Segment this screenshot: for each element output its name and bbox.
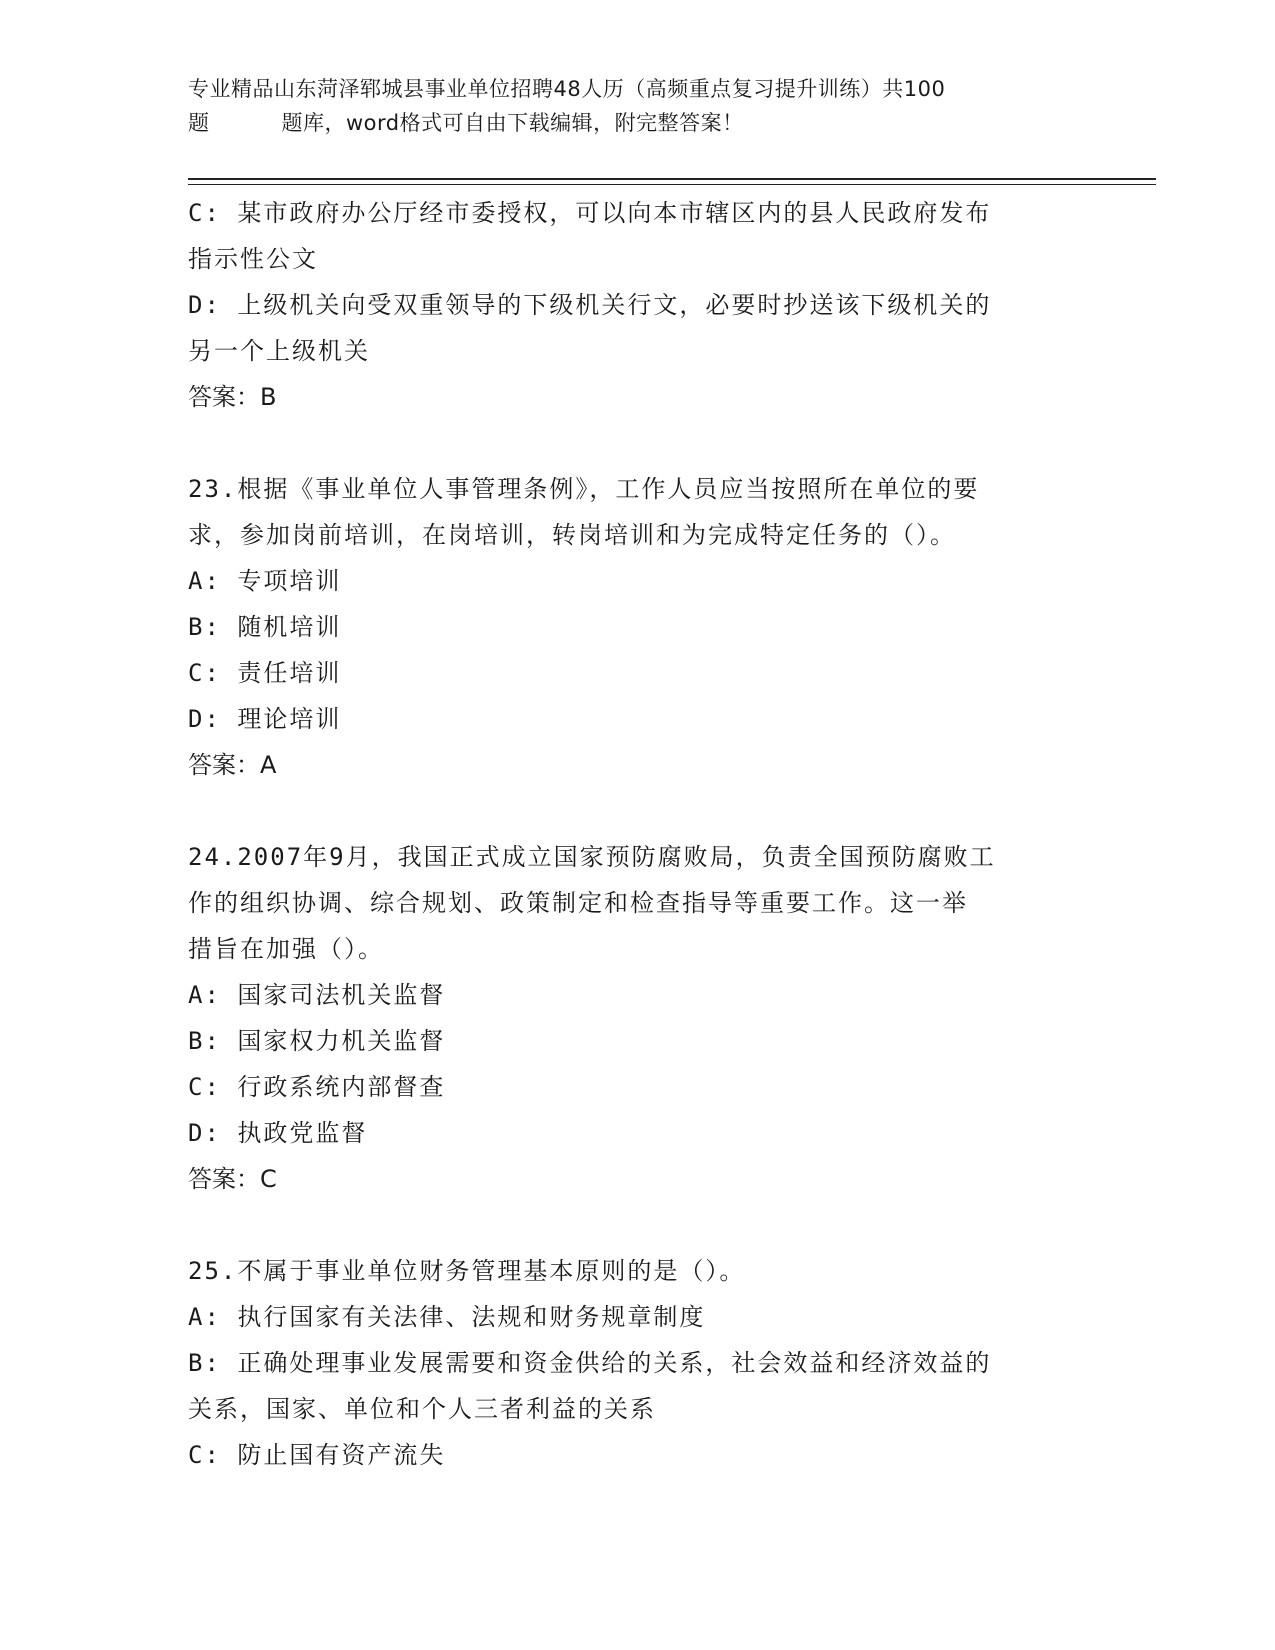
option-d: D: 执政党监督	[188, 1119, 368, 1147]
option-a: A: 国家司法机关监督	[188, 981, 446, 1009]
question-23	[188, 466, 1088, 788]
page-header	[188, 72, 1068, 140]
answer-24: 答案：C	[188, 1165, 277, 1193]
header-title-line2-start: 题	[188, 111, 210, 135]
question-stem-line1: 23.根据《事业单位人事管理条例》，工作人员应当按照所在单位的要	[188, 475, 980, 503]
option-a: A: 执行国家有关法律、法规和财务规章制度	[188, 1303, 706, 1331]
option-c: C: 行政系统内部督查	[188, 1073, 446, 1101]
header-title-line2	[188, 106, 1068, 140]
question-24	[188, 834, 1088, 1202]
option-d: D: 理论培训	[188, 705, 342, 733]
question-stem-line3: 措旨在加强（）。	[188, 935, 384, 963]
header-title-line2-rest: 题库，word格式可自由下载编辑，附完整答案！	[281, 111, 744, 135]
option-b-line1: B: 正确处理事业发展需要和资金供给的关系，社会效益和经济效益的	[188, 1349, 992, 1377]
option-d-line1: D: 上级机关向受双重领导的下级机关行文，必要时抄送该下级机关的	[188, 291, 992, 319]
option-c: C: 责任培训	[188, 659, 342, 687]
option-c-line2: 指示性公文	[188, 245, 318, 273]
option-b: B: 随机培训	[188, 613, 342, 641]
option-c: C: 防止国有资产流失	[188, 1441, 446, 1469]
header-rule-thin	[188, 184, 1156, 185]
option-b-line2: 关系，国家、单位和个人三者利益的关系	[188, 1395, 656, 1423]
option-d-line2: 另一个上级机关	[188, 337, 370, 365]
answer-22: 答案：B	[188, 383, 277, 411]
question-stem-line2: 作的组织协调、综合规划、政策制定和检查指导等重要工作。这一举	[188, 889, 968, 917]
question-stem-line1: 25.不属于事业单位财务管理基本原则的是（）。	[188, 1257, 746, 1285]
option-c-line1: C: 某市政府办公厅经市委授权，可以向本市辖区内的县人民政府发布	[188, 199, 992, 227]
option-b: B: 国家权力机关监督	[188, 1027, 446, 1055]
header-rule-thick	[188, 178, 1156, 180]
header-title-line1: 专业精品山东菏泽郓城县事业单位招聘48人历（高频重点复习提升训练）共100	[188, 77, 946, 101]
question-25	[188, 1248, 1088, 1478]
document-body	[188, 190, 1088, 1478]
answer-23: 答案：A	[188, 751, 277, 779]
question-stem-line1: 24.2007年9月，我国正式成立国家预防腐败局，负责全国预防腐败工	[188, 843, 996, 871]
option-a: A: 专项培训	[188, 567, 342, 595]
question-22-tail	[188, 190, 1088, 420]
question-stem-line2: 求，参加岗前培训，在岗培训，转岗培训和为完成特定任务的（）。	[188, 521, 956, 549]
